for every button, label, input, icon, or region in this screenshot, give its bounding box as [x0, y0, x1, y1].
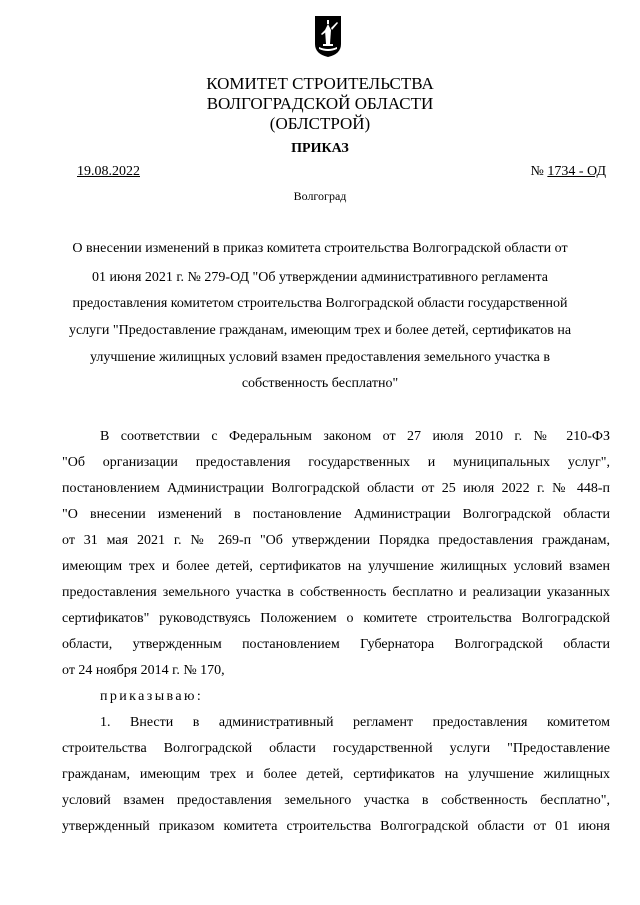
document-type-heading: ПРИКАЗ — [291, 141, 349, 156]
title-line: предоставления комитетом строительства Волгоградской области государственной — [72, 296, 568, 311]
item-line: гражданам, имеющим трех и более детей, сертификатов на улучшение жилищных — [62, 767, 610, 782]
title-line: собственность бесплатно" — [241, 376, 399, 391]
org-name-line-1: КОМИТЕТ СТРОИТЕЛЬСТВА — [206, 74, 434, 93]
title-line: О внесении изменений в приказ комитета строительства Волгоградской области от — [72, 241, 568, 256]
body-line: сертификатов" руководствуясь Положением о комитете строительства Волгоградской — [62, 611, 610, 626]
document-number — [531, 164, 606, 180]
body-line: от 24 ноября 2014 г. № 170, — [62, 663, 225, 678]
item-line: утвержденный приказом комитета строительства Волгоградской области от 01 июня — [62, 819, 610, 834]
title-line: услуги "Предоставление гражданам, имеющим трех и более детей, сертификатов на — [68, 323, 572, 338]
org-name-line-2: ВОЛГОГРАДСКОЙ ОБЛАСТИ — [206, 94, 434, 113]
body-line: области, утвержденным постановлением Губернатора Волгоградской области — [62, 637, 610, 652]
city-name: Волгоград — [293, 189, 347, 203]
body-line: "О внесении изменений в постановление Администрации Волгоградской области — [62, 507, 610, 522]
body-line: постановлением Администрации Волгоградской области от 25 июля 2022 г. № 448-п — [62, 481, 610, 496]
document-date: 19.08.2022 — [77, 164, 140, 179]
number-prefix: № — [530, 164, 548, 179]
body-line: "Об организации предоставления государственных и муниципальных услуг", — [62, 455, 610, 470]
order-word: приказываю: — [100, 689, 204, 704]
item-line: условий взамен предоставления земельного участка в собственность бесплатно", — [62, 793, 610, 808]
org-name-line-3: (ОБЛСТРОЙ) — [269, 114, 371, 133]
number-value: 1734 - ОД — [547, 164, 606, 179]
body-line: от 31 мая 2021 г. № 269-п "Об утверждении Порядка предоставления гражданам, — [62, 533, 610, 548]
item-line: 1. Внести в административный регламент предоставления комитетом — [100, 715, 610, 730]
body-line: В соответствии с Федеральным законом от 27 июля 2010 г. № 210-ФЗ — [100, 429, 610, 444]
item-line: строительства Волгоградской области государственной услуги "Предоставление — [62, 741, 610, 756]
body-line: имеющим трех и более детей, сертификатов на улучшение жилищных условий взамен — [62, 559, 610, 574]
title-line: 01 июня 2021 г. № 279-ОД "Об утверждении административного регламента — [92, 270, 548, 285]
body-line: предоставления земельного участка в собственность бесплатно и реализации указанных — [62, 585, 610, 600]
coat-of-arms-emblem — [313, 14, 343, 58]
title-line: улучшение жилищных условий взамен предоставления земельного участка в — [90, 350, 550, 365]
